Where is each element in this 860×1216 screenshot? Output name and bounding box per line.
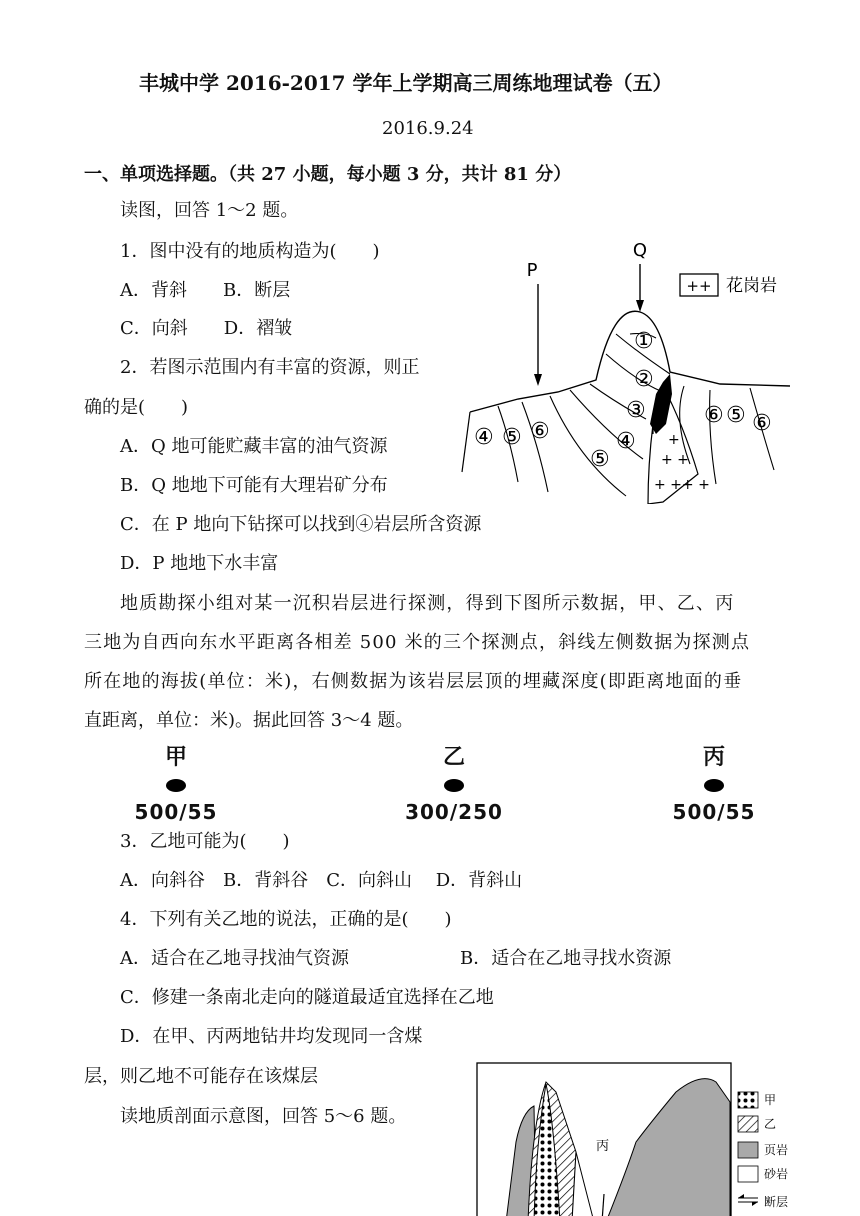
layer-label: ⑥ (752, 411, 772, 436)
passage-line2: 三地为自西向东水平距离各相差 500 米的三个探测点，斜线左侧数据为探测点 (84, 632, 751, 653)
legend-item: 断层 (764, 1195, 789, 1209)
q2-option-c: C．在 P 地向下钻探可以找到④岩层所含资源 (120, 514, 482, 535)
station-value: 500/55 (134, 800, 218, 824)
q2-option-b: B．Q 地地下可能有大理岩矿分布 (120, 475, 388, 496)
svg-text:+: + (668, 432, 680, 448)
svg-text:+ ++ +: + ++ + (654, 477, 710, 493)
svg-text:+ +: + + (661, 452, 689, 468)
station-yi (384, 740, 524, 824)
legend-item: 甲 (764, 1093, 777, 1107)
q4-option-c: C．修建一条南北走向的隧道最适宜选择在乙地 (120, 987, 494, 1008)
q2-stem-line1: 2．若图示范围内有丰富的资源，则正 (120, 357, 420, 378)
geologic-section-figure (458, 234, 798, 504)
q2-option-d: D．P 地地下水丰富 (120, 553, 279, 574)
q4-option-b: B．适合在乙地寻找水资源 (460, 948, 672, 969)
label-q: Q (632, 240, 648, 261)
q4-option-d-line2: 层，则乙地不可能存在该煤层 (84, 1066, 318, 1087)
intro-q1-2: 读图，回答 1～2 题。 (120, 200, 299, 221)
page-title: 丰城中学 2016-2017 学年上学期高三周练地理试卷（五） (139, 71, 673, 95)
section-heading: 一、单项选择题。（共 27 小题，每小题 3 分，共计 81 分） (84, 164, 572, 185)
layer-label: ② (634, 367, 654, 392)
passage-line3: 所在地的海拔(单位：米)，右侧数据为该岩层层顶的埋藏深度(即距离地面的垂 (84, 671, 743, 692)
passage-line1: 地质勘探小组对某一沉积岩层进行探测，得到下图所示数据，甲、乙、丙 (120, 593, 735, 614)
layer-label: ③ (626, 398, 646, 423)
q3-options: A．向斜谷 B．背斜谷 C．向斜山 D．背斜山 (120, 870, 523, 891)
q4-option-d-line1: D．在甲、丙两地钻井均发现同一含煤 (120, 1026, 423, 1047)
q2-stem-line2: 确的是( ) (84, 397, 189, 418)
station-dot (444, 779, 464, 792)
layer-label: ⑤ (590, 447, 610, 472)
legend-item: 砂岩 (764, 1167, 789, 1181)
layer-label: ⑥ (530, 419, 550, 444)
q2-option-a: A．Q 地可能贮藏丰富的油气资源 (120, 436, 388, 457)
station-name: 甲 (164, 745, 187, 770)
legend-item: 页岩 (764, 1143, 789, 1157)
label-p: P (526, 260, 538, 281)
layer-label: ⑥ (704, 403, 724, 428)
station-name: 乙 (442, 745, 465, 770)
station-jia (106, 740, 246, 824)
legend-text: 花岗岩 (726, 276, 777, 296)
intro-q5-6: 读地质剖面示意图，回答 5～6 题。 (120, 1106, 407, 1127)
q1-options-cd: C．向斜 D．褶皱 (120, 318, 293, 339)
layer-label: ⑤ (502, 425, 522, 450)
q4-stem: 4．下列有关乙地的说法，正确的是( ) (120, 909, 452, 930)
station-dot (704, 779, 724, 792)
q4-option-a: A．适合在乙地寻找油气资源 (120, 948, 349, 969)
station-dot (166, 779, 186, 792)
station-value: 500/55 (672, 800, 756, 824)
station-bing (644, 740, 784, 824)
legend-item: 乙 (764, 1117, 777, 1131)
geologic-profile-figure (476, 1062, 800, 1216)
q1-options-ab: A．背斜 B．断层 (120, 280, 291, 301)
exam-date: 2016.9.24 (382, 118, 474, 139)
layer-label: ① (634, 329, 654, 354)
legend-symbol: ++ (686, 277, 712, 295)
station-name: 丙 (702, 745, 725, 770)
layer-label: ⑤ (726, 403, 746, 428)
label-bing: 丙 (596, 1139, 610, 1154)
q3-stem: 3．乙地可能为( ) (120, 831, 290, 852)
layer-label: ④ (616, 429, 636, 454)
station-value: 300/250 (405, 800, 503, 824)
passage-line4: 直距离，单位：米)。据此回答 3～4 题。 (84, 710, 414, 731)
q1-stem: 1．图中没有的地质构造为( ) (120, 241, 380, 262)
layer-label: ④ (474, 425, 494, 450)
